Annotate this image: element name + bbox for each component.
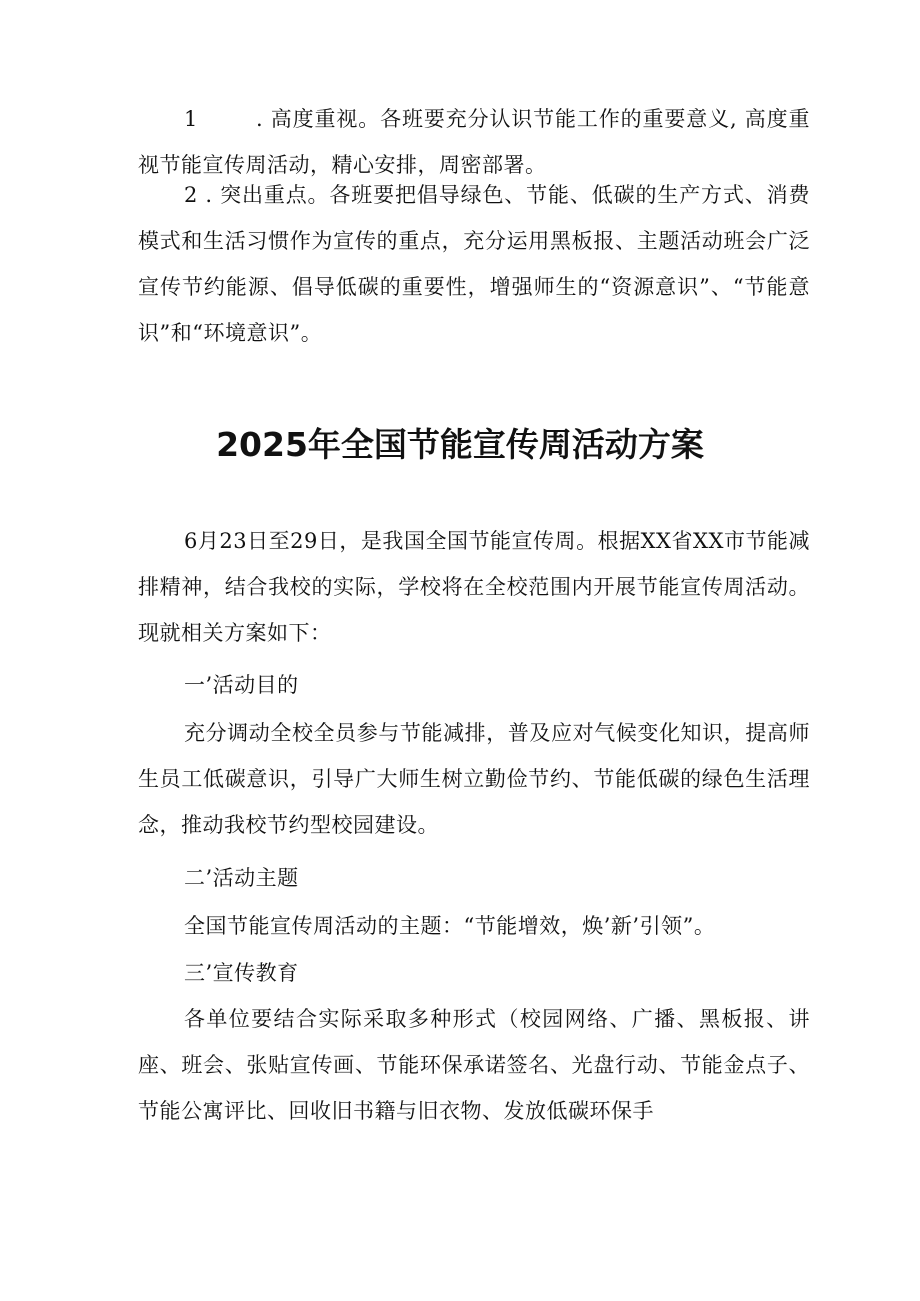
section-3-body: 各单位要结合实际采取多种形式（校园网络、广播、黑板报、讲座、班会、张贴宣传画、节能环保承诺签名、光盘行动、节能金点子、节能公寓评比、回收旧书籍与旧衣物、发放低碳环保手 (138, 1007, 810, 1123)
intro-item-1-number: 1 (184, 107, 198, 131)
opening-paragraph: 6月23日至29日，是我国全国节能宣传周。根据XX省XX市节能减排精神，结合我校的实际，学校将在全校范围内开展节能宣传周活动。现就相关方案如下： (138, 529, 810, 645)
section-3-heading: 三’宣传教育 (184, 961, 299, 985)
page-title: 2025年全国节能宣传周活动方案 (216, 425, 704, 464)
section-1-body: 充分调动全校全员参与节能减排，普及应对气候变化知识，提高师生员工低碳意识，引导广大师生树立勤俭节约、节能低碳的绿色生活理念，推动我校节约型校园建设。 (138, 721, 810, 837)
intro-item-2: 2 . 突出重点。各班要把倡导绿色、节能、低碳的生产方式、消费模式和生活习惯作为宣传的重点，充分运用黑板报、主题活动班会广泛宣传节约能源、倡导低碳的重要性，增强师生的“资源意识”、“节能意识”和“环境意识”。 (138, 183, 810, 345)
section-1-heading: 一’活动目的 (184, 673, 299, 697)
intro-item-1-text: . 高度重视。各班要充分认识节能工作的重要意义, 高度重视节能宣传周活动，精心安排，周密部署。 (138, 107, 810, 177)
section-2-heading: 二’活动主题 (184, 866, 299, 890)
section-2-body: 全国节能宣传周活动的主题：“节能增效，焕’新’引领”。 (184, 914, 716, 938)
